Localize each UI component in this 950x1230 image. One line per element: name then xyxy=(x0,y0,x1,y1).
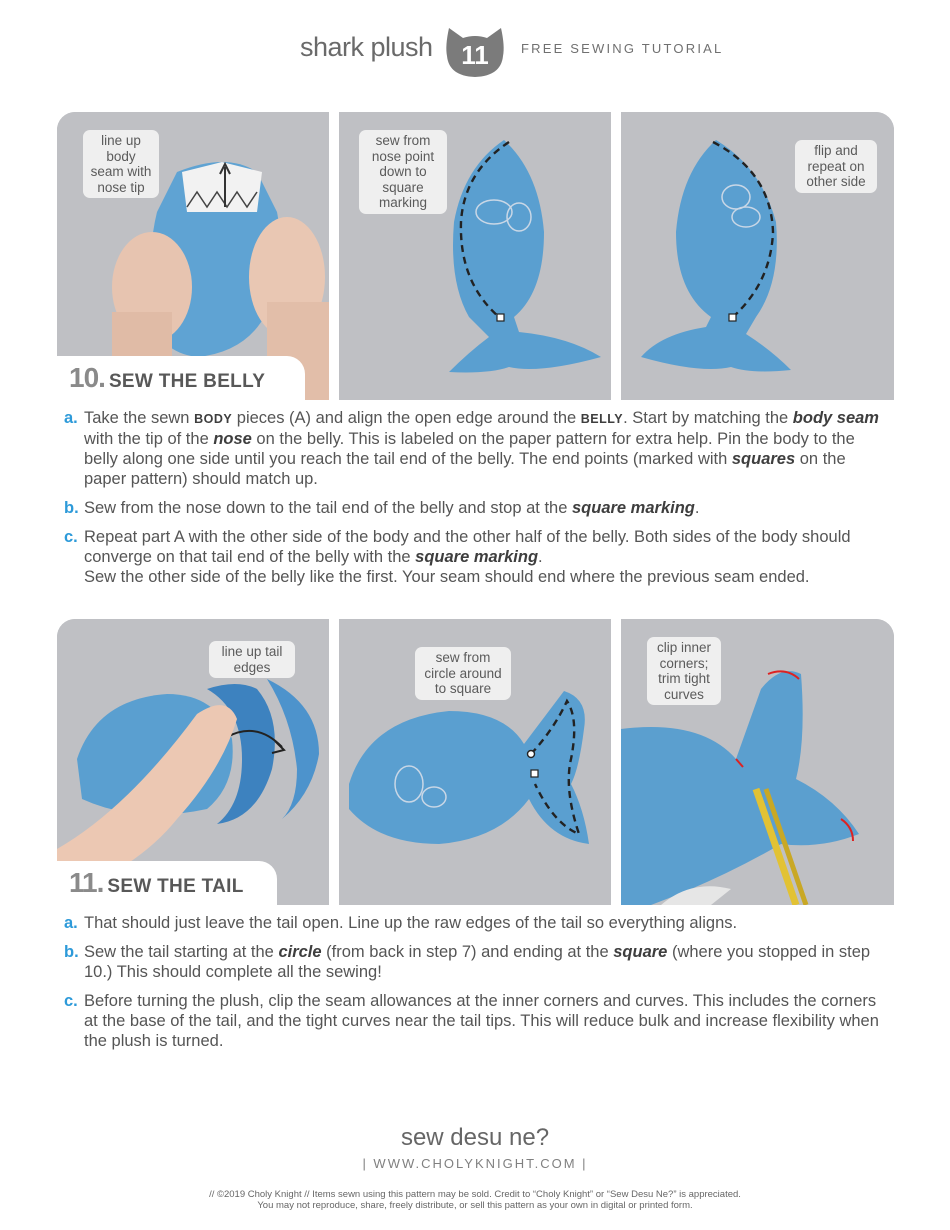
photo-10b xyxy=(339,112,611,400)
instruction-text: . xyxy=(694,499,700,517)
instruction-text: . Start by matching the xyxy=(623,409,793,427)
photo-11c xyxy=(621,619,894,905)
step-title: SEW THE TAIL xyxy=(107,876,244,897)
instruction-text: Take the sewn xyxy=(84,409,195,427)
keyword: squares xyxy=(731,450,796,468)
step-10-heading xyxy=(57,356,305,400)
item-letter: c. xyxy=(64,992,78,1010)
copyright-line: // ©2019 Choly Knight // Items sewn using this pattern may be sold. Credit to “Choly Knight” or “Sew Desu Ne?” is appreciated. xyxy=(209,1189,741,1200)
keyword: body seam xyxy=(792,409,879,427)
keyword: square marking xyxy=(415,548,539,566)
step-10-instructions xyxy=(64,408,884,596)
keyword: square xyxy=(613,943,668,961)
page-number: 11 xyxy=(461,40,489,70)
keyword: circle xyxy=(278,943,322,961)
item-letter: b. xyxy=(64,943,79,961)
keyword: BODY xyxy=(194,412,233,426)
item-letter: b. xyxy=(64,499,79,517)
instruction-text: Sew from the nose down to the tail end of the belly and stop at the xyxy=(84,499,572,517)
item-letter: a. xyxy=(64,409,78,427)
photo-label: line up body seam with nose tip xyxy=(83,130,159,198)
instruction-item xyxy=(64,991,884,1051)
photo-11b xyxy=(339,619,611,905)
keyword: square marking xyxy=(571,499,695,517)
photo-label: sew from circle around to square xyxy=(415,647,511,700)
instruction-text: . xyxy=(538,548,543,566)
instruction-text: (where you stopped in step 10.) This should complete all the sewing! xyxy=(84,943,871,981)
footer-copyright xyxy=(0,1189,950,1211)
instruction-item xyxy=(64,527,884,587)
pattern-title: shark plush xyxy=(300,32,433,62)
instruction-text: on the belly. This is labeled on the paper pattern for extra help. Pin the body to the belly along one side until you reach the tail end of the belly. The end points (marked with xyxy=(84,430,855,468)
instruction-text: Before turning the plush, clip the seam allowances at the inner corners and curves. This includes the corners at the base of the tail, and the tight curves near the tail tips. This will reduce bulk and increase flexibility when the plush is turned. xyxy=(84,992,879,1050)
instruction-text: Sew the other side of the belly like the first. Your seam should end where the previous seam ended. xyxy=(84,568,810,586)
step-11-instructions xyxy=(64,913,884,1060)
instruction-text: pieces (A) and align the open edge around the xyxy=(232,409,581,427)
photo-10a xyxy=(57,112,329,400)
instruction-text: Repeat part A with the other side of the body and the other half of the belly. Both sides of the body should converge on that tail end of the belly with the xyxy=(84,528,851,566)
photo-label: sew from nose point down to square marking xyxy=(359,130,447,214)
instruction-text: with the tip of the xyxy=(84,430,214,448)
instruction-item xyxy=(64,913,884,933)
instruction-text: That should just leave the tail open. Line up the raw edges of the tail so everything aligns. xyxy=(84,914,738,932)
item-letter: c. xyxy=(64,528,78,546)
photo-11a xyxy=(57,619,329,905)
footer-brand: sew desu ne? xyxy=(400,1124,550,1151)
instruction-item xyxy=(64,498,884,518)
copyright-line: You may not reproduce, share, freely distribute, or sell this pattern as your own in digital or printed form. xyxy=(257,1200,693,1211)
instruction-item xyxy=(64,408,884,489)
footer-website-link[interactable]: | WWW.CHOLYKNIGHT.COM | xyxy=(362,1156,588,1171)
instruction-text: (from back in step 7) and ending at the xyxy=(321,943,614,961)
photo-10c xyxy=(621,112,894,400)
step-title: SEW THE BELLY xyxy=(108,371,266,392)
cat-page-badge xyxy=(445,26,505,78)
instruction-text: Sew the tail starting at the xyxy=(84,943,279,961)
instruction-item xyxy=(64,942,884,982)
item-letter: a. xyxy=(64,914,78,932)
page-header xyxy=(0,22,950,82)
keyword: nose xyxy=(213,430,252,448)
tutorial-subtitle: FREE SEWING TUTORIAL xyxy=(521,41,724,56)
photo-label: flip and repeat on other side xyxy=(795,140,877,193)
keyword: BELLY xyxy=(580,412,624,426)
instruction-text: on the paper pattern) should match up. xyxy=(84,450,846,488)
step-11-heading xyxy=(57,861,277,905)
photo-label: line up tail edges xyxy=(209,641,295,678)
step-number: 10. xyxy=(69,362,105,393)
step-number: 11. xyxy=(69,867,104,898)
photo-label: clip inner corners; trim tight curves xyxy=(647,637,721,705)
